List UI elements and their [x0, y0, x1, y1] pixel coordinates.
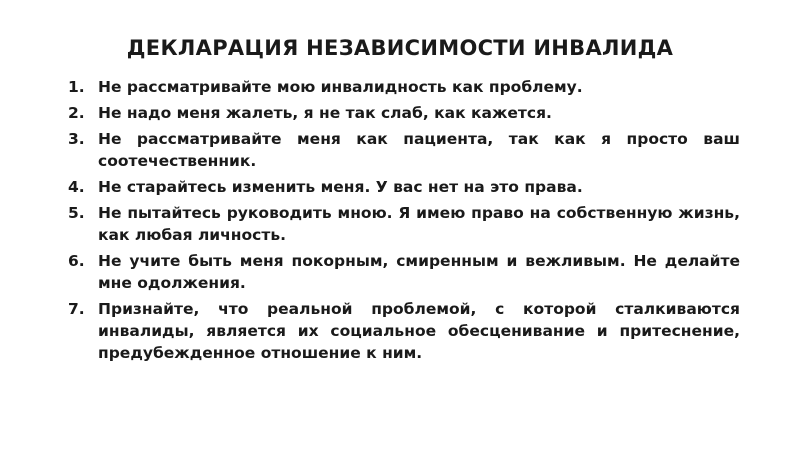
declaration-list	[68, 76, 740, 368]
list-item-number: 2.	[68, 104, 85, 122]
list-item-number: 1.	[68, 78, 85, 96]
list-item-text: Не учите быть меня покорным, смиренным и вежливым. Не делайте мне одолжения.	[98, 252, 740, 292]
list-item	[68, 176, 740, 198]
list-item-text: Не старайтесь изменить меня. У вас нет на это права.	[98, 178, 583, 196]
list-item	[68, 298, 740, 364]
list-item-number: 7.	[68, 300, 85, 318]
list-item-text: Не рассматривайте мою инвалидность как проблему.	[98, 78, 583, 96]
list-item	[68, 250, 740, 294]
list-item-number: 3.	[68, 130, 85, 148]
list-item	[68, 202, 740, 246]
list-item-number: 4.	[68, 178, 85, 196]
list-item-text: Признайте, что реальной проблемой, с которой сталкиваются инвалиды, является их социальное обесценивание и притеснение, предубежденное отношение к ним.	[98, 300, 740, 362]
list-item-text: Не рассматривайте меня как пациента, так как я просто ваш соотечественник.	[98, 130, 740, 170]
slide-title: ДЕКЛАРАЦИЯ НЕЗАВИСИМОСТИ ИНВАЛИДА	[126, 36, 674, 60]
list-item	[68, 128, 740, 172]
list-item-text: Не надо меня жалеть, я не так слаб, как кажется.	[98, 104, 552, 122]
list-item-text: Не пытайтесь руководить мною. Я имею право на собственную жизнь, как любая личность.	[98, 204, 740, 244]
list-item-number: 5.	[68, 204, 85, 222]
list-item	[68, 76, 740, 98]
list-item	[68, 102, 740, 124]
list-item-number: 6.	[68, 252, 85, 270]
